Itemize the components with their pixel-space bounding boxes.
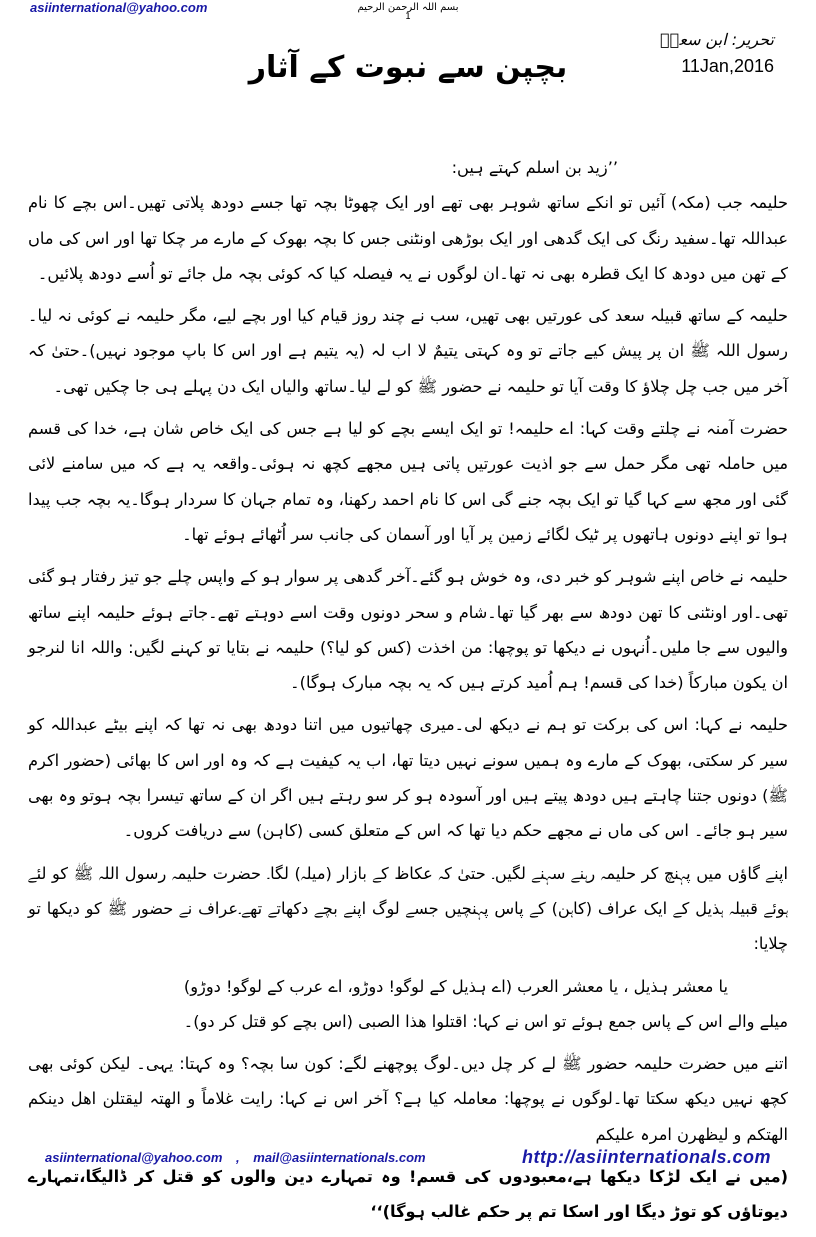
footer-separator: , — [236, 1150, 240, 1165]
page-title: بچپن سے نبوت کے آثار — [248, 50, 568, 85]
bismillah: بسم اللہ الرحمن الرحیم — [357, 2, 459, 13]
paragraph: حلیمہ نے خاص اپنے شوہر کو خبر دی، وہ خوش ہو گئے۔آخر گدھی پر سوار ہو کے واپس چلے جو تیز رفتار ہو گئی تھی۔اور اونٹنی کا تھن دودھ سے بھر گیا تھا۔شام و سحر دونوں وقت اسے دوہتے تھے۔جاتے ہوئے حلیمہ اپنے ساتھ والیوں سے جا ملیں۔اُنہوں نے دیکھا تو پوچھا: من اخذت (کس کو لیا؟) حلیمہ نے بتایا تو کہنے لگیں: واللہ انا لنرجو ان یکون مبارکاً (خدا کی قسم! ہم اُمید کرتے ہیں کہ یہ بچہ مبارک ہوگا)۔ — [28, 567, 788, 693]
date-line: 11Jan,2016 — [681, 56, 774, 76]
paragraph: حلیمہ جب (مکہ) آئیں تو انکے ساتھ شوہر بھی تھے اور ایک چھوٹا بچہ تھا جسے دودھ پلاتی تھیں۔اس بچے کا نام عبداللہ تھا۔سفید رنگ کی ایک گدھی اور ایک بوڑھی اونٹنی جس کا بچہ بھوک کے مارے مر چکا تھا اور اس کی ماں کے تھن میں دودھ کا ایک قطرہ بھی نہ تھا۔ان لوگوں نے یہ فیصلہ کیا کہ کوئی بچہ مل جائے تو اُسے دودھ پلائیں۔ — [28, 193, 788, 283]
footer-mail[interactable]: mail@asiinternationals.com — [253, 1150, 426, 1165]
header-email[interactable]: asiinternational@yahoo.com — [30, 0, 208, 15]
paragraph: حلیمہ نے کہا: اس کی برکت تو ہم نے دیکھ لی۔میری چھاتیوں میں اتنا دودھ بھی نہ تھا کہ اپنے بیٹے عبداللہ کو سیر کر سکتی، بھوک کے مارے وہ ہمیں سونے نہیں دیتا تھا، اب یہ کیفیت ہے کہ وہ اور اس کا بھائی (حضور اکرم ﷺ) دونوں جتنا چاہتے ہیں دودھ پیتے ہیں اور آسودہ ہو کر سو رہتے ہیں اگر ان کے ساتھ تیسرا بچہ ہوتو وہ بھی سیر ہو جائے۔ اس کی ماں نے مجھے حکم دیا تھا کہ اس کے متعلق کسی (کاہن) سے دریافت کروں۔ — [28, 715, 788, 841]
paragraph: حلیمہ کے ساتھ قبیلہ سعد کی عورتیں بھی تھیں، سب نے چند روز قیام کیا اور بچے لیے، مگر حلیمہ نے کوئی نہ لیا۔رسول اللہ ﷺ ان پر پیش کیے جاتے تو وہ کہتی یتیمٌ لا اب لہ (یہ یتیم ہے اور اس کا باپ موجود نہیں)۔حتیٰ کہ آخر میں جب چل چلاؤ کا وقت آیا تو حلیمہ نے حضور ﷺ کو لے لیا۔ساتھ والیاں ایک دن پہلے ہی جا چکیں تھی۔ — [28, 306, 788, 396]
paragraph-intro: ’’زید بن اسلم کہتے ہیں: — [451, 158, 618, 177]
paragraph-arabic-cry: یا معشر ہذیل ، یا معشر العرب (اے ہذیل کے لوگو! دوڑو، اے عرب کے لوگو! دوڑو) — [183, 976, 728, 996]
footer-contacts — [45, 1150, 426, 1165]
footer — [45, 1147, 771, 1172]
paragraph: اتنے میں حضرت حلیمہ حضور ﷺ لے کر چل دیں۔لوگ پوچھنے لگے: کون سا بچہ؟ وہ کہتا: یہی۔ لیکن کوئی بھی کچھ نہیں دیکھ سکتا تھا۔لوگوں نے پوچھا: معاملہ کیا ہے؟ آخر اس نے کہا: رایت غلاماً و الھتہ لیقتلن اھل دینکم الھتکم و لیظھرن امرہ علیکم — [28, 1054, 788, 1144]
paragraph: اپنے گاؤں میں پہنچ کر حلیمہ رہنے سہنے لگیں۔ حتیٰ کہ عکاظ کے بازار (میلہ) لگا۔ حضرت حلیمہ رسول اللہ ﷺ کو لئے ہوئے قبیلہ ہذیل کے ایک عراف (کاہن) کے پاس پہنچیں جسے لوگ اپنے بچے دکھاتے تھے۔عراف نے حضور ﷺ کو دیکھا تو چلایا: — [28, 863, 788, 954]
author-line: تحریر: ابن سعدؒ — [660, 30, 774, 49]
paragraph-quote: (میں نے ایک لڑکا دیکھا ہے،معبودوں کی قسم! وہ تمہارے دین والوں کو قتل کر ڈالیگا،تمہارے دیوتاؤں کو توڑ دیگا اور اسکا تم پر حکم غالب ہوگا)‘‘ — [28, 1167, 788, 1222]
footer-email[interactable]: asiinternational@yahoo.com — [45, 1150, 223, 1165]
article-body — [28, 150, 788, 1237]
page-number: 1 — [405, 12, 411, 22]
footer-website[interactable]: http://asiinternationals.com — [521, 1147, 771, 1167]
paragraph: میلے والے اس کے پاس جمع ہوئے تو اس نے کہا: اقتلوا ھذا الصبی (اس بچے کو قتل کر دو)۔ — [183, 1011, 788, 1031]
paragraph: حضرت آمنہ نے چلتے وقت کہا: اے حلیمہ! تو ایک ایسے بچے کو لیا ہے جس کی ایک خاص شان ہے، خدا کی قسم میں حاملہ تھی مگر حمل سے جو اذیت عورتیں پاتی ہیں مجھے کچھ نہ ہوئی۔واقعہ یہ ہے کہ میں سامنے لائی گئی اور مجھ سے کہا گیا تو ایک بچہ جنے گی اس کا نام احمد رکھنا، وہ تمام جہان کا سردار ہوگا۔یہ بچہ جب پیدا ہوا تو اپنے دونوں ہاتھوں پر ٹیک لگائے زمین پر آیا اور آسمان کی جانب سر اُٹھائے ہوئے تھا۔ — [28, 419, 788, 544]
